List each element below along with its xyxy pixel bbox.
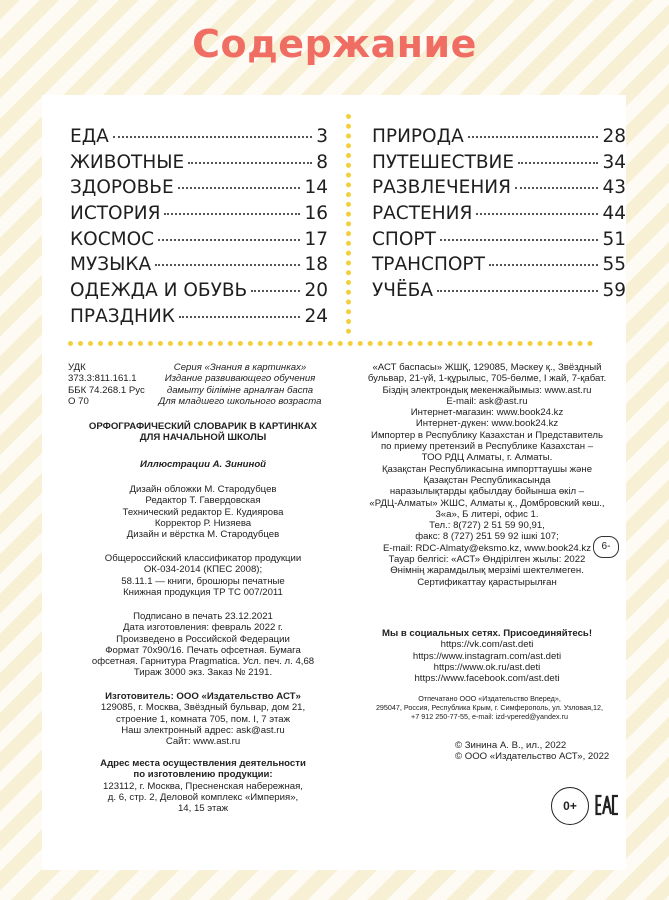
toc-entry[interactable] (372, 152, 626, 178)
print-info-line: офсетная. Гарнитура Pragmatica. Усл. печ. л. 4,68 (91, 656, 315, 668)
credit-line: Дизайн и вёрстка М. Стародубцев (126, 529, 280, 541)
manufacturer-line: Наш электронный адрес: ask@ast.ru (121, 724, 285, 736)
toc-entry-title: ПРАЗДНИК (70, 305, 175, 327)
copyright-line: © Зинина А. В., ил., 2022 (455, 740, 567, 751)
classifier-line: ОК-034-2014 (КПЕС 2008); (143, 564, 263, 576)
toc-page-number: 55 (602, 254, 626, 276)
toc-page-number: 24 (304, 305, 328, 327)
kz-line: бульвар, 21-үй, 1-құрылыс, 705-бөлме, І жай, 7-қабат. (367, 373, 607, 385)
toc-page-number: 14 (304, 177, 328, 199)
toc-entry[interactable] (372, 254, 626, 280)
age-rating-badge: 0+ (551, 787, 589, 825)
printer-block (352, 694, 627, 721)
kz-line: Интернет-магазин: www.book24.kz (410, 407, 564, 419)
toc-leader-dots (164, 213, 300, 215)
social-link[interactable]: https://vk.com/ast.deti (440, 639, 534, 651)
classifier-line: Общероссийский классификатор продукции (104, 553, 302, 564)
kz-publisher-block (352, 362, 622, 588)
toc-leader-dots (155, 264, 300, 266)
production-label: по изготовлению продукции: (133, 769, 273, 781)
classifier-line: Книжная продукция ТР ТС 007/2011 (123, 586, 283, 598)
toc-leader-dots (518, 162, 598, 164)
classifier-line: 58.11.1 — книги, брошюры печатные (121, 575, 285, 587)
kz-line: Біздің электрондық мекенжайымыз: www.ast.ru (382, 384, 592, 396)
kz-line: Қазақстан Республикасына импорттаушы және (381, 463, 593, 475)
vertical-divider (346, 114, 351, 334)
toc-leader-dots (489, 264, 599, 266)
series-block (150, 362, 330, 407)
manufacturer-block (68, 691, 338, 747)
kz-line: Өнімнің жарамдылық мерзімі шектелмеген. (390, 565, 584, 577)
toc-entry[interactable] (70, 306, 328, 332)
toc-page-number: 8 (316, 151, 328, 173)
kz-line: E-mail: RDC-Almaty@eksmo.kz, www.book24.kz (382, 542, 592, 554)
toc-entry-title: КОСМОС (70, 228, 155, 250)
toc-leader-dots (468, 136, 599, 138)
toc-entry-title: ОДЕЖДА И ОБУВЬ (70, 280, 248, 302)
toc-entry-title: МУЗЫКА (70, 254, 152, 276)
credit-line: Редактор Т. Гавердовская (145, 495, 261, 507)
series-line: Серия «Знания в картинках» (173, 362, 307, 373)
printer-line: 295047, Россия, Республика Крым, г. Симферополь, ул. Узловая,12, (375, 703, 604, 712)
series-line: Издание развивающего обучения (164, 373, 316, 385)
series-line: Для младшего школьного возраста (158, 395, 322, 407)
toc-leader-dots (476, 213, 598, 215)
toc-leader-dots (179, 316, 301, 318)
kz-line: 3«а», Б литері, офис 1. (435, 508, 539, 520)
kz-line: Тел.: 8(727) 2 51 59 90,91, (429, 520, 545, 532)
toc-entry[interactable] (70, 280, 328, 306)
credits-block (68, 484, 338, 540)
toc-page-number: 28 (602, 126, 626, 147)
toc-leader-dots (158, 239, 300, 241)
credit-line: Дизайн обложки М. Стародубцев (129, 484, 277, 495)
kz-line: «РДЦ-Алматы» ЖШС, Алматы қ., Домбровский көш., (369, 497, 605, 509)
printer-line: +7 912 250-77-55, e-mail: izd-vpered@yandex.ru (411, 712, 568, 721)
copyright-line: © ООО «Издательство АСТ», 2022 (455, 751, 610, 763)
toc-page-number: 51 (602, 228, 626, 250)
toc-right-column (372, 126, 626, 306)
toc-left-column (70, 126, 328, 332)
credit-line: Технический редактор Е. Кудиярова (122, 506, 284, 518)
toc-entry[interactable] (70, 254, 328, 280)
social-link[interactable]: https://www.facebook.com/ast.deti (414, 673, 560, 685)
toc-leader-dots (113, 136, 312, 138)
book-title (68, 421, 338, 444)
book-title-line: ОРФОГРАФИЧЕСКИЙ СЛОВАРИК В КАРТИНКАХ (88, 421, 318, 432)
toc-entry-title: ТРАНСПОРТ (372, 254, 485, 276)
toc-entry[interactable] (70, 177, 328, 203)
kz-line: «АСТ баспасы» ЖШҚ, 129085, Мәскеу қ., Звёздный (372, 362, 602, 373)
kz-line: Сертификаттау қарастырылған (417, 576, 557, 588)
print-info-line: Дата изготовления: февраль 2022 г. (123, 622, 283, 634)
kz-line: факс: 8 (727) 251 59 92 ішкі 107; (415, 531, 559, 543)
illustrations-credit: Иллюстрации А. Зининой (139, 459, 267, 470)
toc-entry[interactable] (372, 203, 626, 229)
manufacturer-line: строение 1, комната 705, пом. I, 7 этаж (116, 713, 290, 725)
toc-entry[interactable] (70, 126, 328, 152)
toc-leader-dots (251, 290, 300, 292)
toc-entry-title: ИСТОРИЯ (70, 203, 161, 225)
toc-leader-dots (515, 187, 599, 189)
bbk-code: ББК 74.268.1 Рус (68, 384, 145, 396)
print-info-line: Произведено в Российской Федерации (116, 633, 290, 645)
kz-line: наразылықтарды қабылдау бойынша өкіл – (389, 486, 585, 498)
toc-page-number: 3 (316, 126, 328, 147)
print-info-line: Тираж 3000 экз. Заказ № 2191. (133, 667, 273, 679)
toc-entry[interactable] (372, 177, 626, 203)
toc-page-number: 20 (304, 280, 328, 302)
author-mark: О 70 (68, 395, 89, 407)
credit-line: Корректор Р. Низяева (154, 517, 252, 529)
toc-entry-title: УЧЁБА (372, 280, 433, 302)
kz-line: по приему претензий в Республике Казахстан – (380, 441, 594, 453)
production-label: Адрес места осуществления деятельности (100, 758, 306, 769)
toc-entry[interactable] (372, 280, 626, 306)
toc-entry-title: СПОРТ (372, 228, 436, 250)
production-line: д. 6, стр. 2, Деловой комплекс «Империя», (107, 791, 299, 803)
toc-entry-title: ПРИРОДА (372, 126, 464, 147)
horizontal-divider (68, 341, 593, 346)
toc-page-number: 34 (602, 151, 626, 173)
manufacturer-line: Сайт: www.ast.ru (165, 736, 241, 748)
kz-line: E-mail: ask@ast.ru (446, 395, 528, 407)
toc-page-number: 18 (304, 254, 328, 276)
production-line: 14, 15 этаж (177, 803, 229, 815)
toc-leader-dots (178, 187, 301, 189)
kz-line: Қазақстан Республикасында (423, 474, 551, 486)
kz-line: Тауар белгісі: «АСТ» Өндірілген жылы: 2022 (388, 554, 586, 566)
age-badge-kz: 6- (593, 536, 619, 558)
print-info-line: Подписано в печать 23.12.2021 (133, 611, 273, 622)
page-title: Содержание (192, 22, 477, 66)
toc-entry[interactable] (70, 229, 328, 255)
manufacturer-label: Изготовитель: ООО «Издательство АСТ» (105, 691, 301, 702)
toc-page-number: 44 (602, 203, 626, 225)
series-line: дамыту біліміне арналған баспа (166, 384, 314, 396)
toc-page-number: 17 (304, 228, 328, 250)
print-info-block (68, 611, 338, 679)
toc-entry[interactable] (70, 152, 328, 178)
toc-entry-title: РАСТЕНИЯ (372, 203, 473, 225)
production-block (68, 758, 338, 814)
social-block (352, 628, 622, 684)
udk-code: УДК 373.3:811.161.1 (68, 362, 137, 385)
social-link[interactable]: https://www.ok.ru/ast.deti (433, 661, 541, 673)
book-title-line: ДЛЯ НАЧАЛЬНОЙ ШКОЛЫ (139, 432, 267, 444)
toc-leader-dots (440, 239, 599, 241)
toc-page-number: 16 (304, 203, 328, 225)
toc-entry-title: ЕДА (70, 126, 109, 147)
production-line: 123112, г. Москва, Пресненская набережная, (103, 780, 303, 792)
toc-entry-title: ЖИВОТНЫЕ (70, 151, 185, 173)
manufacturer-line: 129085, г. Москва, Звёздный бульвар, дом 21, (100, 702, 306, 714)
kz-line: Интернет-дүкен: www.book24.kz (415, 418, 559, 430)
toc-entry-title: РАЗВЛЕЧЕНИЯ (372, 177, 511, 199)
toc-leader-dots (188, 162, 312, 164)
toc-entry-title: ЗДОРОВЬЕ (70, 177, 174, 199)
toc-leader-dots (437, 290, 598, 292)
classification-codes (68, 362, 148, 407)
toc-page-number: 59 (602, 280, 626, 302)
toc-entry[interactable] (70, 203, 328, 229)
toc-entry[interactable] (372, 229, 626, 255)
social-link[interactable]: https://www.instagram.com/ast.deti (412, 650, 562, 662)
print-info-line: Формат 70х90/16. Печать офсетная. Бумага (105, 644, 301, 656)
copyright-block (455, 740, 625, 763)
eac-icon (595, 792, 619, 818)
printer-line: Отпечатано ООО «Издательство Вперед», (418, 694, 561, 703)
toc-entry[interactable] (372, 126, 626, 152)
kz-line: ТОО РДЦ Алматы, г. Алматы. (421, 452, 553, 464)
toc-page-number: 43 (602, 177, 626, 199)
social-label: Мы в социальных сетях. Присоединяйтесь! (381, 628, 593, 639)
classifier-block (68, 553, 338, 598)
kz-line: Импортер в Республику Казахстан и Представитель (371, 429, 603, 441)
toc-entry-title: ПУТЕШЕСТВИЕ (372, 151, 515, 173)
